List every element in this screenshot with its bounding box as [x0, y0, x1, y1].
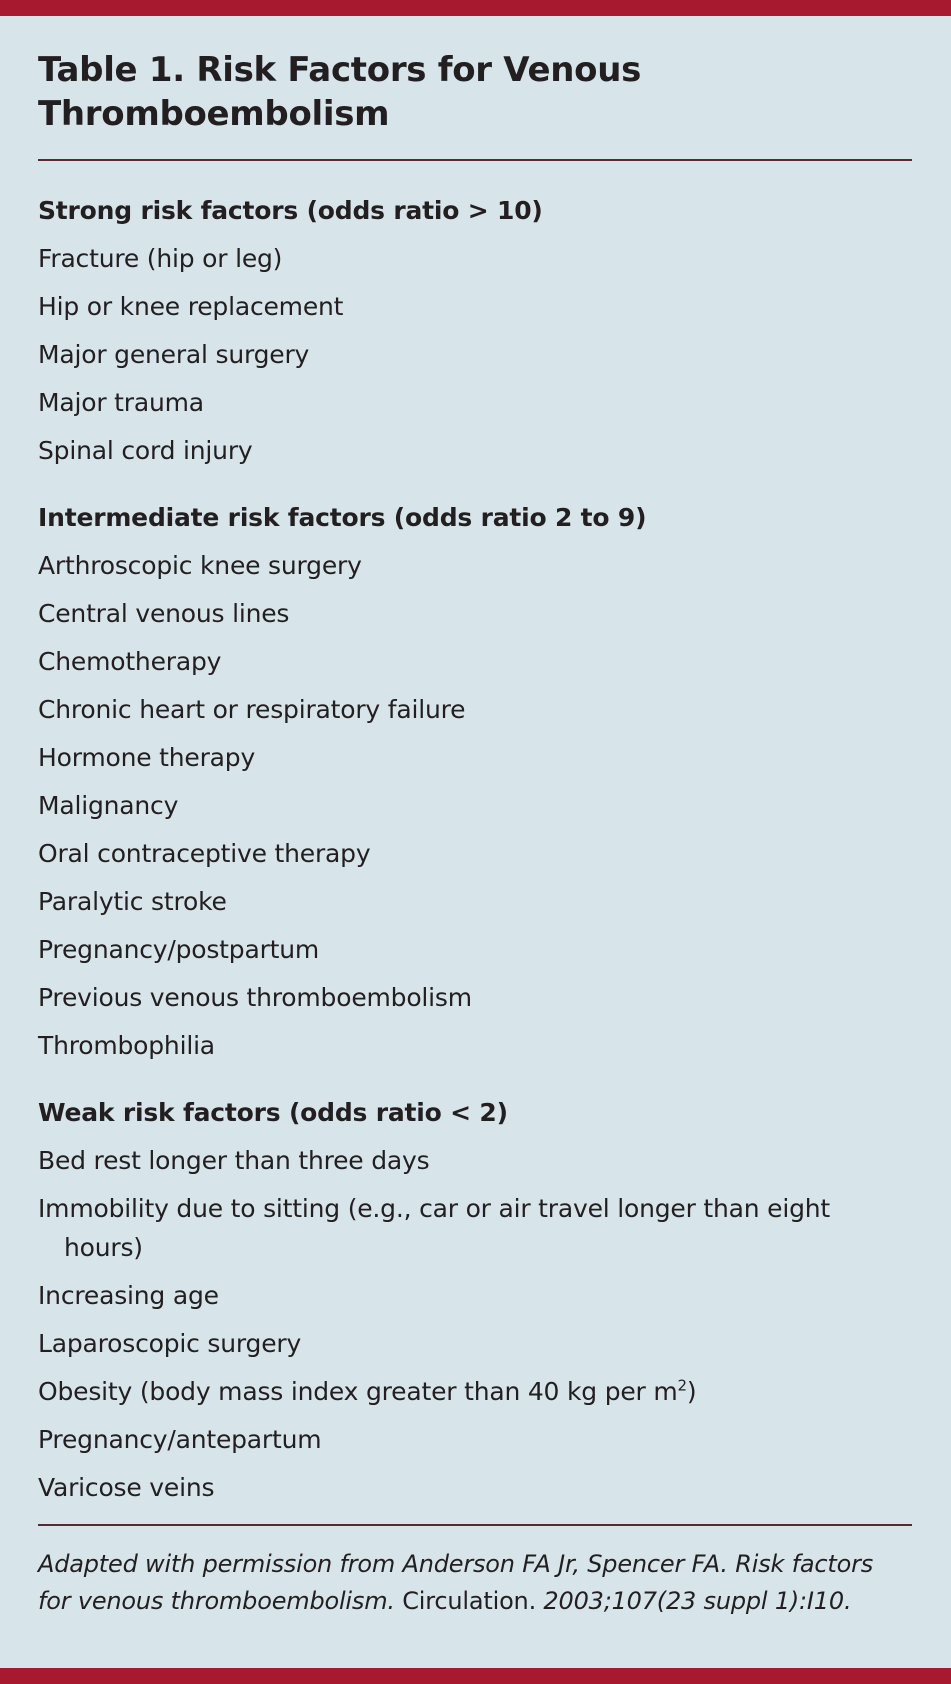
list-item: Chronic heart or respiratory failure — [38, 695, 466, 724]
obesity-close-paren: ) — [686, 1377, 697, 1406]
superscript-2: 2 — [677, 1376, 687, 1395]
list-item: Laparoscopic surgery — [38, 1329, 302, 1358]
obesity-text: Obesity (body mass index greater than 40 kg per m — [38, 1377, 678, 1406]
list-item: Immobility due to sitting (e.g., car or air travel longer than eight hours) — [38, 1194, 831, 1262]
list-item: Thrombophilia — [38, 1031, 215, 1060]
table-title — [38, 48, 912, 136]
section-heading-strong: Strong risk factors (odds ratio > 10) — [38, 196, 543, 225]
list-item: Previous venous thromboembolism — [38, 983, 472, 1012]
table-title-line-2: Thromboembolism — [38, 94, 390, 134]
section-heading-weak: Weak risk factors (odds ratio < 2) — [38, 1098, 508, 1127]
footnote-reference: 2003;107(23 suppl 1):I10. — [536, 1587, 852, 1615]
list-item: Bed rest longer than three days — [38, 1146, 430, 1175]
list-item: Central venous lines — [38, 599, 290, 628]
list-item: Arthroscopic knee surgery — [38, 551, 362, 580]
list-item: Malignancy — [38, 791, 179, 820]
top-accent-bar — [0, 0, 951, 16]
footnote-citation-text: Adapted with permission from Anderson FA Jr, Spencer FA. Risk factors for venous thromboembolism. — [38, 1550, 874, 1615]
list-item: Paralytic stroke — [38, 887, 227, 916]
list-item: Pregnancy/antepartum — [38, 1425, 322, 1454]
list-item: Spinal cord injury — [38, 436, 253, 465]
source-footnote — [38, 1546, 912, 1620]
list-item: Pregnancy/postpartum — [38, 935, 320, 964]
list-item: Chemotherapy — [38, 647, 222, 676]
footnote-journal: Circulation. — [402, 1587, 536, 1615]
list-item: Hip or knee replacement — [38, 292, 344, 321]
footnote-divider — [38, 1524, 912, 1526]
list-item: Oral contraceptive therapy — [38, 839, 371, 868]
title-divider — [38, 159, 912, 161]
section-heading-intermediate: Intermediate risk factors (odds ratio 2 to 9) — [38, 503, 647, 532]
table-title-line-1: Table 1. Risk Factors for Venous — [38, 50, 642, 90]
list-item: Increasing age — [38, 1281, 219, 1310]
list-item: Major trauma — [38, 388, 204, 417]
list-item: Major general surgery — [38, 340, 310, 369]
list-item: Fracture (hip or leg) — [38, 244, 283, 273]
bottom-accent-bar — [0, 1668, 951, 1684]
list-item-obesity — [38, 1368, 912, 1416]
list-item: Hormone therapy — [38, 743, 256, 772]
list-item: Varicose veins — [38, 1473, 215, 1502]
table-panel — [38, 48, 912, 1620]
